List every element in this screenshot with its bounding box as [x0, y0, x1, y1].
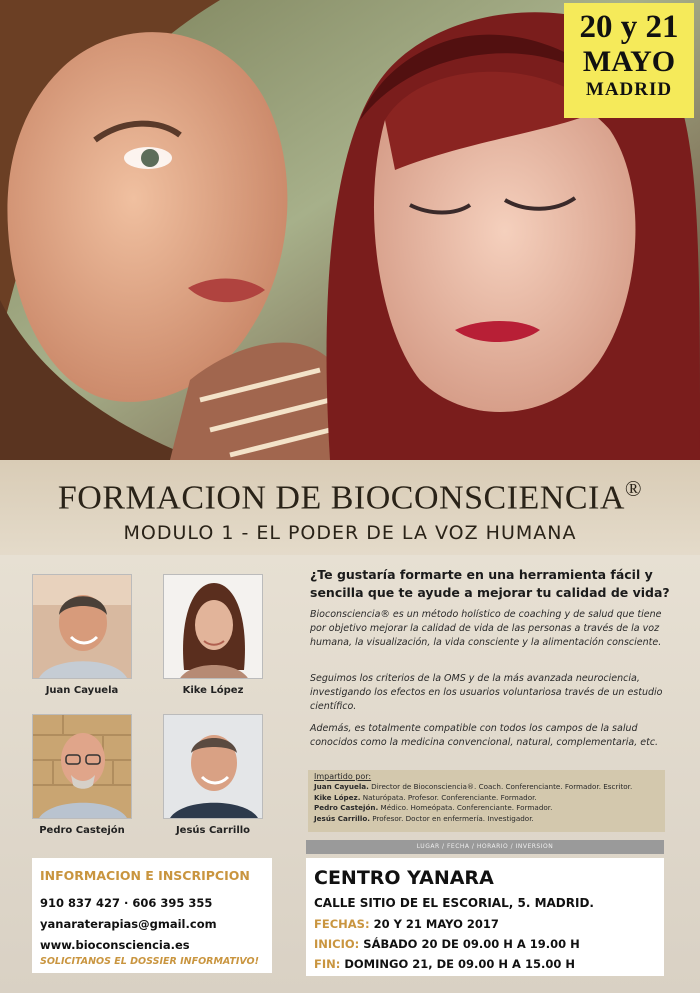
end-line	[314, 954, 656, 974]
venue-name: CENTRO YANARA	[314, 867, 494, 889]
end-label: FIN:	[314, 957, 341, 971]
email-link[interactable]: yanaraterapias@gmail.com	[40, 917, 217, 931]
speaker-name: Juan Cayuela	[45, 685, 119, 696]
instructor-name: Pedro Castejón.	[314, 803, 379, 812]
start-label: INICIO:	[314, 937, 360, 951]
badge-city: MADRID	[585, 79, 673, 100]
speaker-card	[32, 714, 132, 836]
dates-label: FECHAS:	[314, 917, 370, 931]
hero-photo	[0, 0, 700, 460]
instructors-heading: Impartido por:	[314, 772, 372, 781]
badge-month: MAYO	[582, 45, 676, 78]
speaker-portrait	[164, 715, 263, 819]
venue-address: CALLE SITIO DE EL ESCORIAL, 5. MADRID.	[314, 896, 594, 910]
speaker-card	[163, 714, 263, 836]
instructor-row	[314, 803, 659, 814]
instructor-name: Juan Cayuela.	[314, 782, 369, 791]
intro-paragraph: Seguimos los criterios de la OMS y de la más avanzada neurociencia, investigando los efectos en los usuarios voluntariosa través de un estudio científico.	[310, 673, 663, 712]
date-badge	[564, 3, 694, 118]
dossier-note: SOLICITANOS EL DOSSIER INFORMATIVO!	[40, 956, 259, 967]
intro-paragraph: Además, es totalmente compatible con todos los campos de la salud conocidos como la medicina convencional, natural, complementaria, etc.	[310, 723, 659, 748]
end-value: DOMINGO 21, DE 09.00 H A 15.00 H	[340, 957, 575, 971]
phone-numbers[interactable]: 910 837 427 · 606 395 355	[40, 896, 213, 910]
speaker-card	[163, 574, 263, 696]
info-box	[32, 858, 272, 973]
instructor-row	[314, 793, 659, 804]
page-title	[0, 476, 700, 517]
speaker-name: Kike López	[182, 685, 244, 696]
start-value: SÁBADO 20 DE 09.00 H A 19.00 H	[359, 937, 580, 951]
speaker-portrait	[33, 715, 132, 819]
instructor-name: Kike López.	[314, 792, 361, 802]
speaker-name: Jesús Carrillo	[175, 825, 251, 836]
speaker-photo	[163, 714, 263, 819]
instructor-desc: Profesor. Doctor en enfermería. Investigador.	[370, 813, 534, 823]
speaker-photo	[32, 574, 132, 679]
speaker-name: Pedro Castejón	[39, 825, 125, 836]
badge-days: 20 y 21	[579, 9, 679, 45]
intro-question: ¿Te gustaría formarte en una herramienta fácil y sencilla que te ayude a mejorar tu calidad de vida?	[310, 567, 670, 600]
speaker-portrait	[33, 575, 132, 679]
title-text: FORMACION DE BIOCONSCIENCIA	[57, 479, 625, 517]
website-link[interactable]: www.bioconsciencia.es	[40, 938, 190, 952]
instructor-desc: Naturópata. Profesor. Conferenciante. Formador.	[360, 792, 537, 802]
venue-bar: LUGAR / FECHA / HORARIO / INVERSION	[306, 840, 664, 854]
dates-value: 20 Y 21 MAYO 2017	[369, 917, 499, 931]
intro-paragraph: Bioconsciencia® es un método holístico de coaching y de salud que tiene por objetivo mejorar la calidad de vida de las personas a través de la voz humana, la visualización, la vida consciente y la alimentación consciente.	[310, 609, 662, 648]
instructor-desc: Director de Bioconsciencia®. Coach. Conferenciante. Formador. Escritor.	[368, 782, 633, 791]
venue-box	[306, 858, 664, 976]
instructor-row	[314, 814, 659, 825]
instructor-row	[314, 782, 659, 793]
speaker-portrait	[164, 575, 263, 679]
page-subtitle: MODULO 1 - EL PODER DE LA VOZ HUMANA	[123, 522, 577, 544]
instructors-box	[308, 770, 665, 832]
speaker-photo	[163, 574, 263, 679]
dates-line	[314, 914, 656, 934]
speaker-photo	[32, 714, 132, 819]
registered-mark: ®	[624, 476, 643, 501]
instructor-desc: Médico. Homeópata. Conferenciante. Formador.	[378, 803, 553, 812]
start-line	[314, 934, 656, 954]
info-heading: INFORMACION E INSCRIPCION	[40, 868, 250, 883]
instructor-name: Jesús Carrillo.	[314, 813, 370, 823]
speaker-card	[32, 574, 132, 696]
